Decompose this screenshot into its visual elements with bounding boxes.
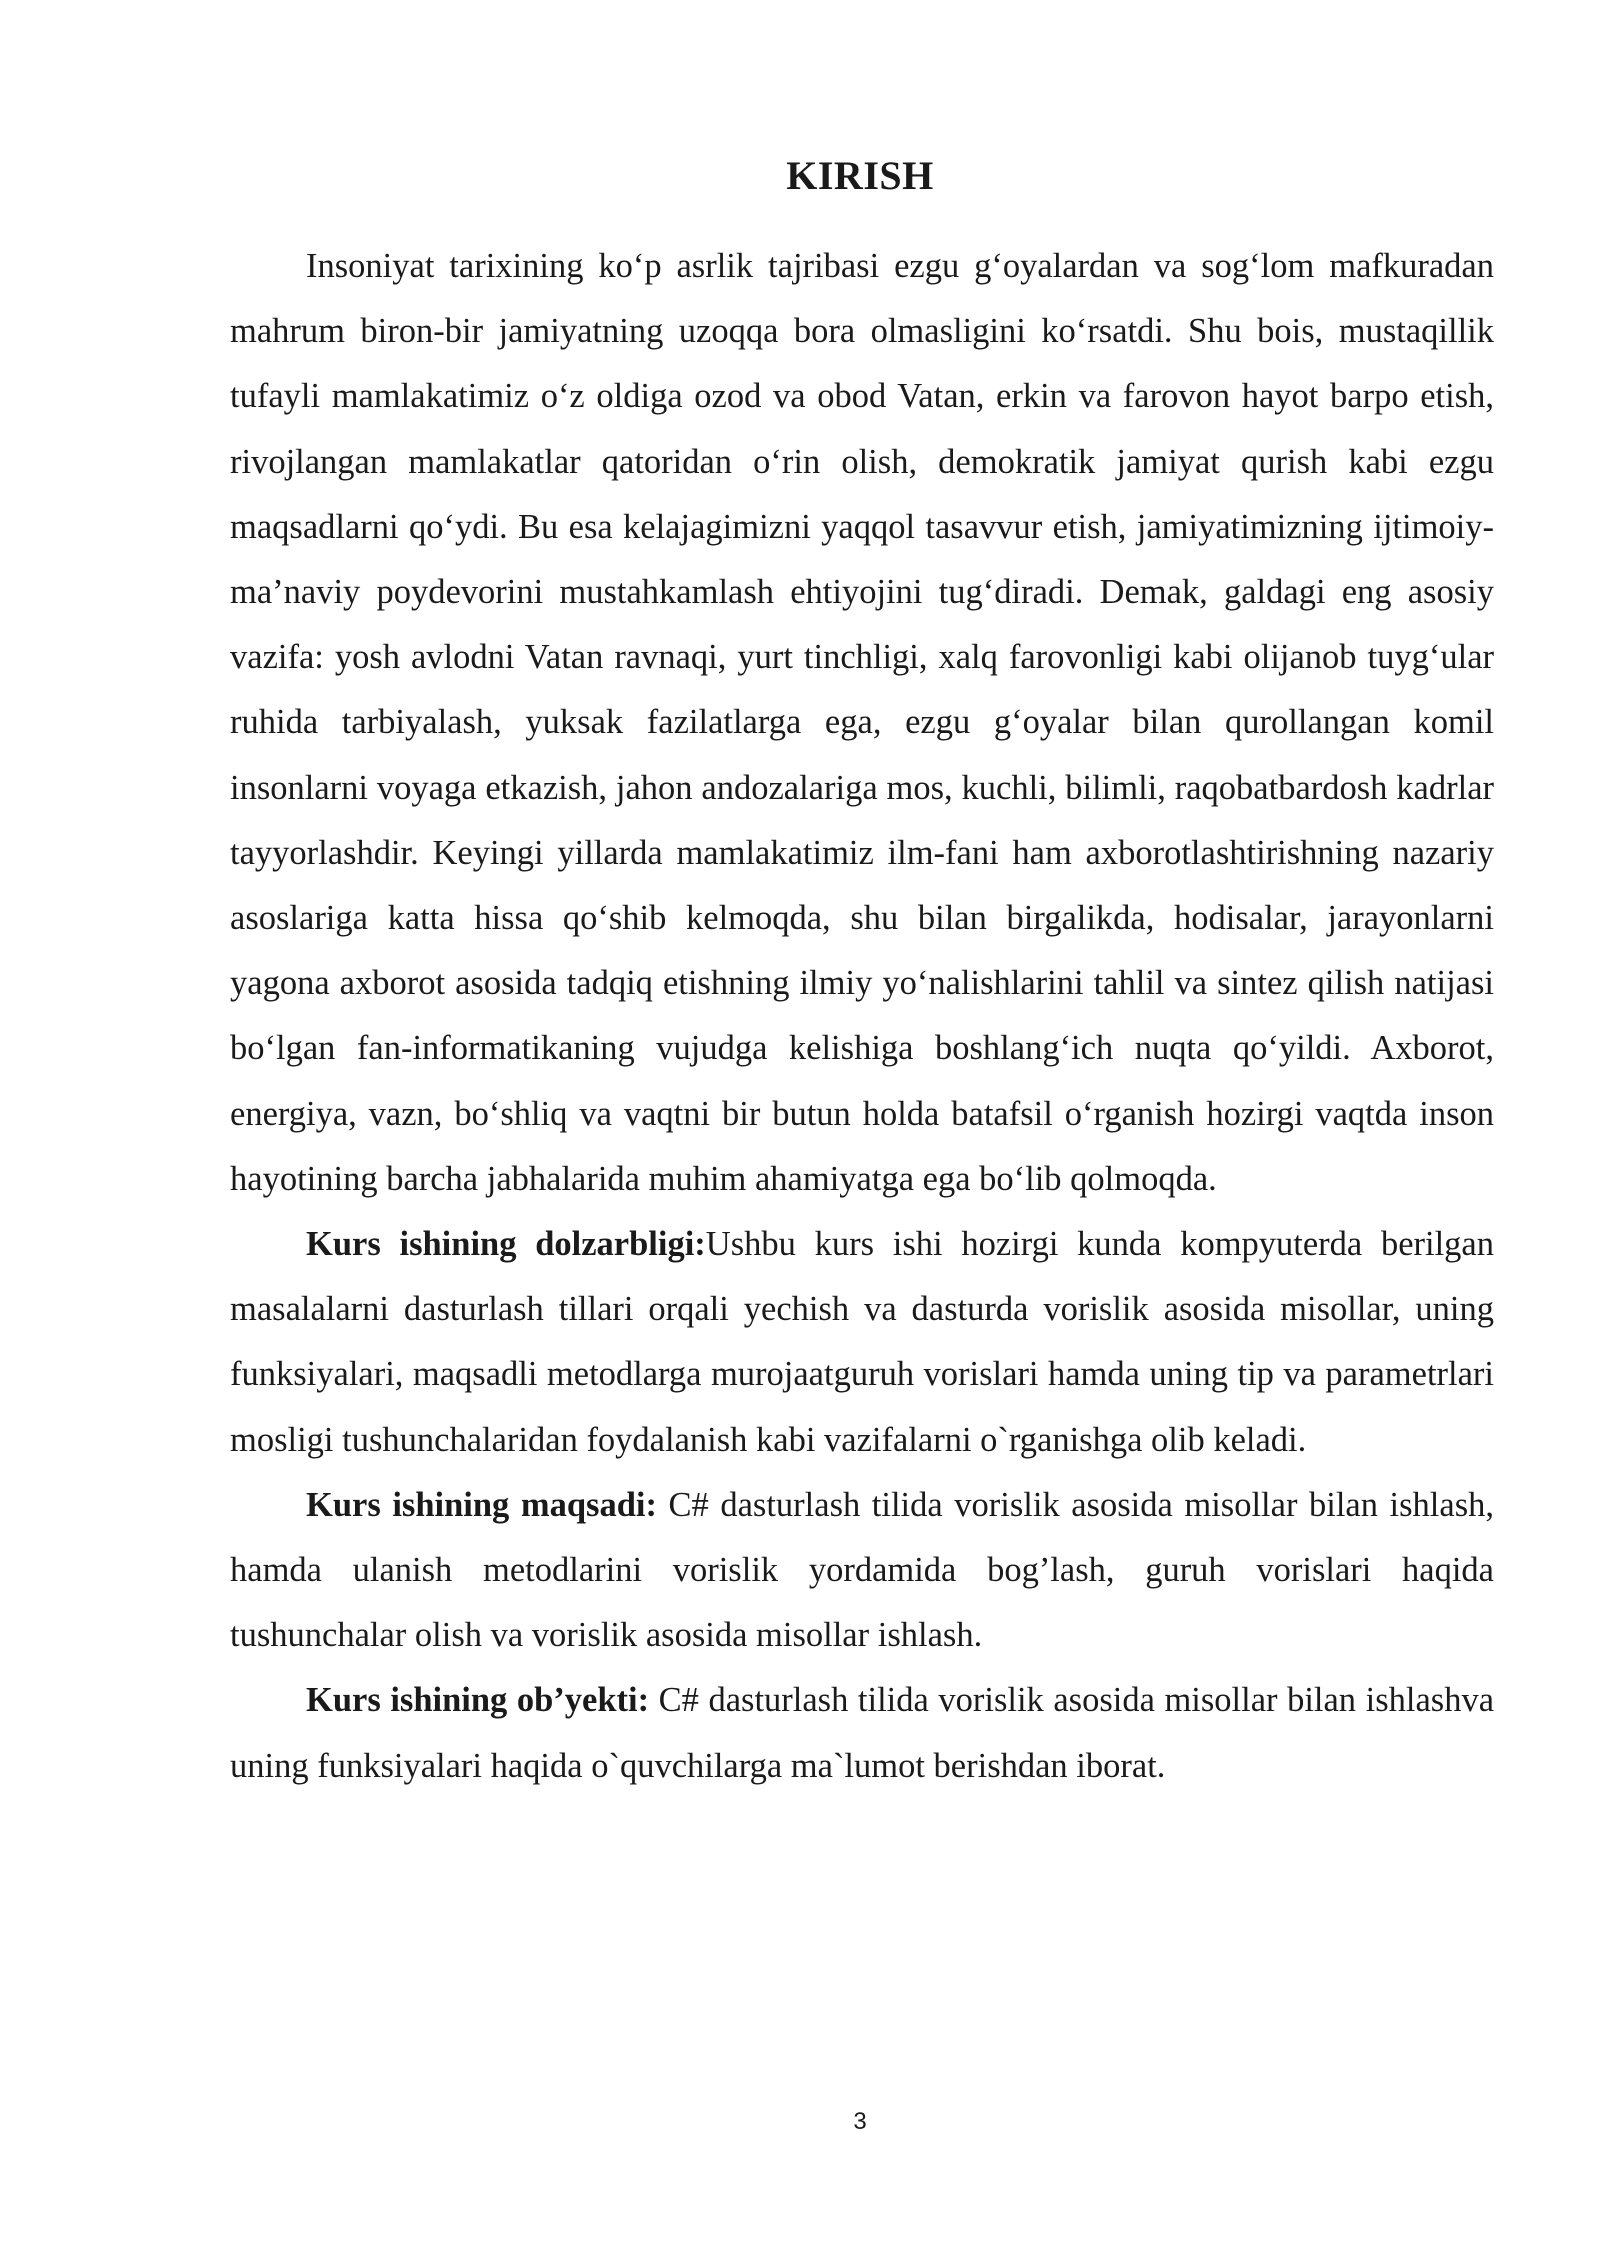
goal-paragraph xyxy=(230,1473,1494,1669)
page-number: 3 xyxy=(853,2108,867,2135)
object-text: C# dasturlash tilida vorislik asosida misollar bilan ishlashva uning funksiyalari haqida o`quvchilarga ma`lumot berishdan iborat. xyxy=(230,1681,1495,1785)
goal-label: Kurs ishining maqsadi: xyxy=(306,1485,657,1524)
intro-paragraph: Insoniyat tarixining ko‘p asrlik tajribasi ezgu g‘oyalardan va sog‘lom mafkuradan mahrum biron-bir jamiyatning uzoqqa bora olmasligini ko‘rsatdi. Shu bois, mustaqillik tufayli mamlakatimiz o‘z oldiga ozod va obod Vatan, erkin va farovon hayot barpo etish, rivojlangan mamlakatlar qatoridan o‘rin olish, demokratik jamiyat qurish kabi ezgu maqsadlarni qo‘ydi. Bu esa kelajagimizni yaqqol tasavvur etish, jamiyatimizning ijtimoiy-ma’naviy poydevorini mustahkamlash ehtiyojini tug‘diradi. Demak, galdagi eng asosiy vazifa: yosh avlodni Vatan ravnaqi, yurt tinchligi, xalq farovonligi kabi olijanob tuyg‘ular ruhida tarbiyalash, yuksak fazilatlarga ega, ezgu g‘oyalar bilan qurollangan komil insonlarni voyaga etkazish, jahon andozalariga mos, kuchli, bilimli, raqobatbardosh kadrlar tayyorlashdir. Keyingi yillarda mamlakatimiz ilm-fani ham axborotlashtirishning nazariy asoslariga katta hissa qo‘shib kelmoqda, shu bilan birgalikda, hodisalar, jarayonlarni yagona axborot asosida tadqiq etishning ilmiy yo‘nalishlarini tahlil va sintez qilish natijasi bo‘lgan fan-informatikaning vujudga kelishiga boshlang‘ich nuqta qo‘yildi. Axborot, energiya, vazn, bo‘shliq va vaqtni bir butun holda batafsil o‘rganish hozirgi vaqtda inson hayotining barcha jabhalarida muhim ahamiyatga ega bo‘lib qolmoqda. xyxy=(230,247,1494,1198)
goal-text: C# dasturlash tilida vorislik asosida misollar bilan ishlash, hamda ulanish metodlarini vorislik yordamida bog’lash, guruh vorislari haqida tushunchalar olish va vorislik asosida misollar ishlash. xyxy=(230,1485,1494,1655)
relevance-label: Kurs ishining dolzarbligi: xyxy=(306,1225,706,1264)
document-body xyxy=(230,234,1494,1799)
object-label: Kurs ishining ob’yekti: xyxy=(306,1681,650,1720)
object-paragraph xyxy=(230,1668,1494,1798)
relevance-text: Ushbu kurs ishi hozirgi kunda kompyuterda berilgan masalalarni dasturlash tillari orqali yechish va dasturda vorislik asosida misollar, uning funksiyalari, maqsadli metodlarga murojaatguruh vorislari hamda uning tip va parametrlari mosligi tushunchalaridan foydalanish kabi vazifalarni o`rganishga olib keladi. xyxy=(230,1225,1494,1459)
relevance-paragraph xyxy=(230,1212,1494,1473)
page-title: KIRISH xyxy=(786,153,934,198)
